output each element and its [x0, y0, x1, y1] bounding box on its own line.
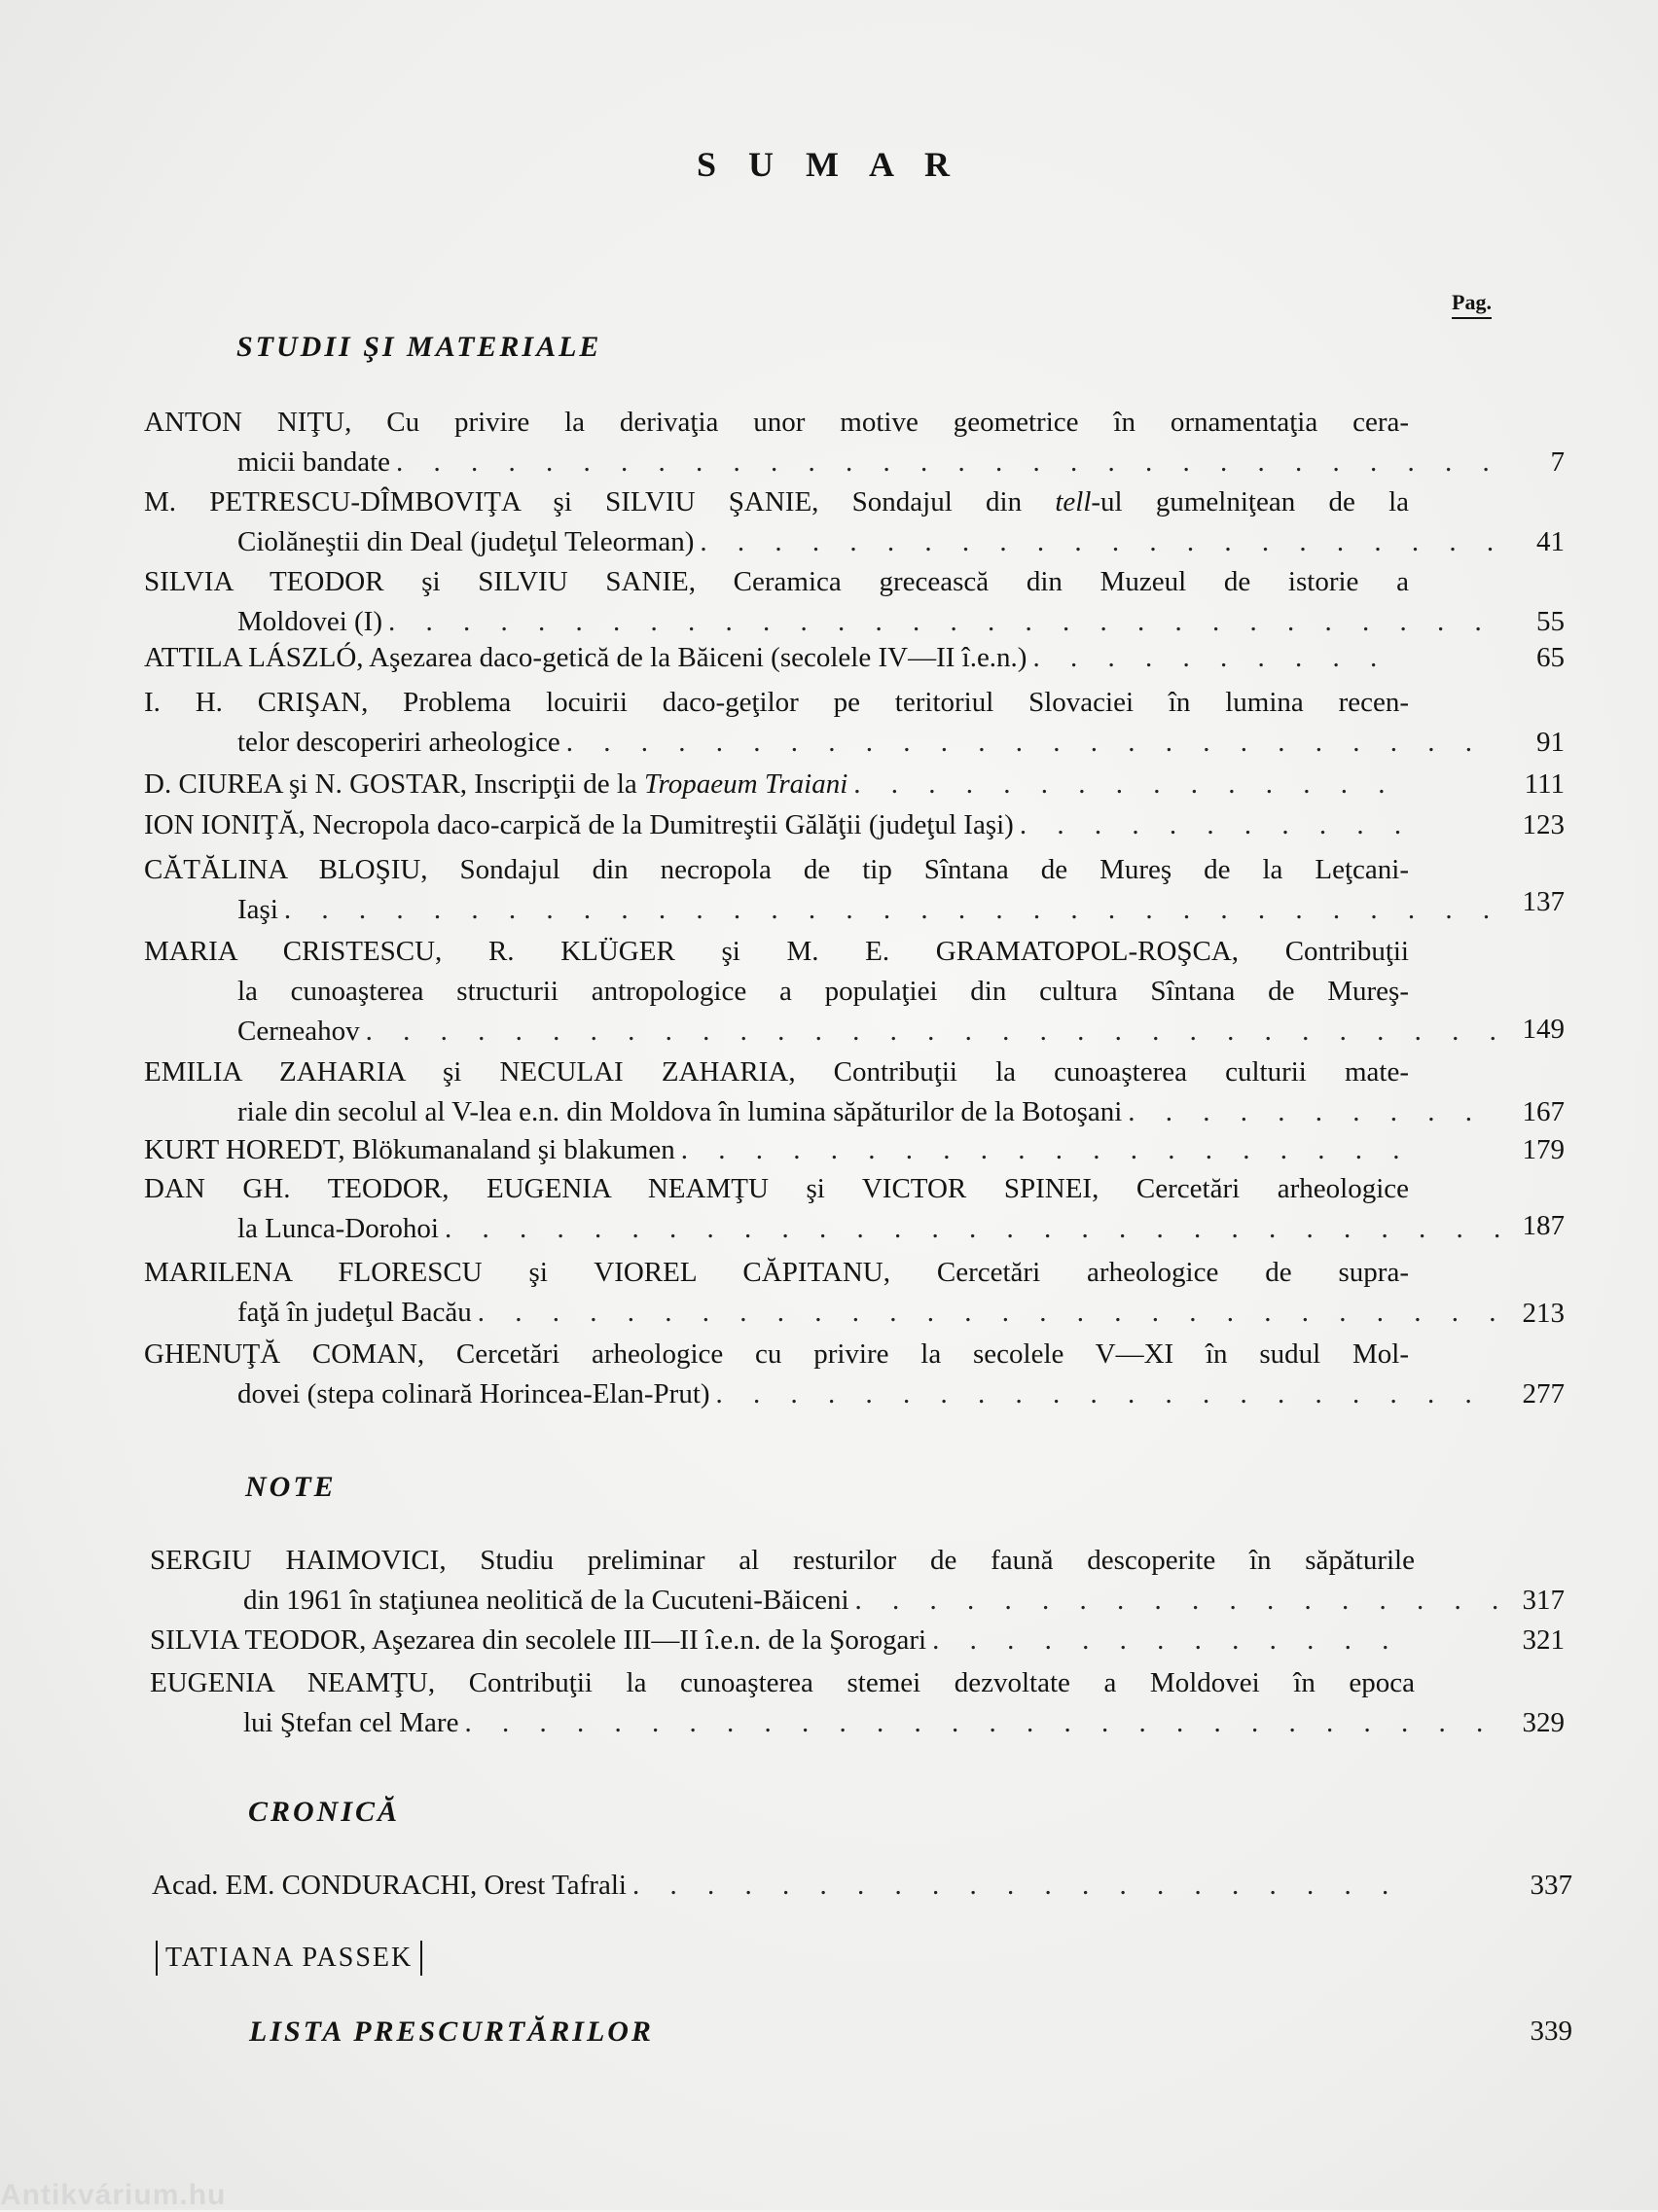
page-number: 213	[1522, 1298, 1565, 1329]
page-number: 91	[1536, 727, 1565, 758]
memorial-name-box[interactable]: TATIANA PASSEK	[156, 1941, 422, 1976]
entry-line: Ciolăneştii din Deal (judeţul Teleorman)	[237, 526, 695, 557]
toc-entry[interactable]	[144, 765, 1565, 804]
page-number: 137	[1522, 886, 1565, 917]
page-title: S U M A R	[696, 145, 962, 184]
toc-entry[interactable]	[144, 482, 1565, 562]
entry-line: I. H. CRIŞAN, Problema locuirii daco-geţilor pe teritoriul Slovaciei în lumina recen-	[144, 687, 1409, 718]
toc-entry[interactable]	[144, 850, 1565, 930]
section-lista[interactable]: LISTA PRESCURTĂRILOR	[249, 2016, 654, 2048]
entry-line: lui Ştefan cel Mare	[243, 1707, 459, 1738]
leader-dots	[700, 522, 1500, 562]
toc-entry[interactable]	[150, 1541, 1565, 1621]
toc-entry[interactable]	[144, 1130, 1565, 1170]
leader-dots	[464, 1703, 1506, 1743]
entry-line: D. CIUREA şi N. GOSTAR, Inscripţii de la Tropaeum Traiani	[144, 768, 848, 800]
leader-dots	[932, 1621, 1413, 1660]
page-number: 7	[1550, 446, 1565, 478]
leader-dots	[1032, 638, 1407, 678]
page-number: 187	[1522, 1210, 1565, 1241]
page-number: 167	[1522, 1096, 1565, 1127]
entry-line: Acad. EM. CONDURACHI, Orest Tafrali	[152, 1870, 627, 1901]
page-number: 41	[1536, 526, 1565, 557]
entry-line: ION IONIŢĂ, Necropola daco-carpică de la Dumitreştii Gălăţii (judeţul Iaşi)	[144, 809, 1014, 840]
entry-line: la cunoaşterea structurii antropologice a populaţiei din cultura Sîntana de Mureş-	[237, 976, 1409, 1007]
leader-dots	[445, 1209, 1500, 1249]
leader-dots	[632, 1866, 1415, 1906]
entry-line: din 1961 în staţiunea neolitică de la Cucuteni-Băiceni	[243, 1585, 849, 1616]
leader-dots	[853, 765, 1407, 804]
section-note: NOTE	[245, 1471, 337, 1503]
leader-dots	[388, 602, 1500, 642]
entry-line: GHENUŢĂ COMAN, Cercetări arheologice cu privire la secolele V—XI în sudul Mol-	[144, 1338, 1409, 1370]
entry-line: MARILENA FLORESCU şi VIOREL CĂPITANU, Cercetări arheologice de supra-	[144, 1257, 1409, 1288]
page-number: 123	[1522, 809, 1565, 840]
section-cronica: CRONICĂ	[248, 1796, 401, 1828]
page-number: 111	[1524, 768, 1565, 800]
toc-entry[interactable]	[144, 562, 1565, 642]
entry-line: M. PETRESCU-DÎMBOVIŢA şi SILVIU ŞANIE, Sondajul din tell-ul gumelniţean de la	[144, 486, 1409, 517]
page-number: 321	[1522, 1624, 1565, 1656]
toc-entry[interactable]	[144, 932, 1565, 1052]
entry-line: KURT HOREDT, Blökumanaland şi blakumen	[144, 1134, 675, 1165]
leader-dots	[566, 723, 1500, 763]
entry-line: Cerneahov	[237, 1016, 360, 1047]
page-number: 179	[1522, 1134, 1565, 1165]
page-number: 339	[1530, 2016, 1572, 2047]
page-number: 55	[1536, 606, 1565, 637]
entry-line: CĂTĂLINA BLOŞIU, Sondajul din necropola de tip Sîntana de Mureş de la Leţcani-	[144, 854, 1409, 885]
toc-entry[interactable]	[144, 805, 1565, 845]
page-number: 149	[1522, 1014, 1565, 1045]
leader-dots	[681, 1130, 1407, 1170]
leader-dots	[478, 1293, 1500, 1333]
leader-dots	[366, 1012, 1500, 1052]
entry-line: MARIA CRISTESCU, R. KLÜGER şi M. E. GRAMATOPOL-ROŞCA, Contribuţii	[144, 936, 1409, 967]
entry-line: SERGIU HAIMOVICI, Studiu preliminar al resturilor de faună descoperite în săpăturile	[150, 1545, 1415, 1576]
entry-line: DAN GH. TEODOR, EUGENIA NEAMŢU şi VICTOR SPINEI, Cercetări arheologice	[144, 1173, 1409, 1204]
toc-entry[interactable]	[144, 1169, 1565, 1249]
page-number: 277	[1522, 1378, 1565, 1409]
entry-line: EMILIA ZAHARIA şi NECULAI ZAHARIA, Contribuţii la cunoaşterea culturii mate-	[144, 1056, 1409, 1088]
entry-line: EUGENIA NEAMŢU, Contribuţii la cunoaşterea stemei dezvoltate a Moldovei în epoca	[150, 1667, 1415, 1698]
leader-dots	[396, 443, 1500, 482]
page-column-label: Pag.	[1452, 290, 1492, 319]
entry-line: dovei (stepa colinară Horincea-Elan-Prut)	[237, 1378, 710, 1409]
entry-line: SILVIA TEODOR, Aşezarea din secolele III—II î.e.n. de la Şorogari	[150, 1624, 927, 1656]
page-number: 317	[1522, 1585, 1565, 1616]
leader-dots	[284, 890, 1500, 930]
toc-entry[interactable]	[144, 1253, 1565, 1333]
toc-entry[interactable]	[144, 403, 1565, 482]
leader-dots	[855, 1581, 1506, 1621]
entry-line: riale din secolul al V-lea e.n. din Moldova în lumina săpăturilor de la Botoşani	[237, 1096, 1123, 1127]
toc-entry[interactable]	[144, 638, 1565, 678]
toc-entry[interactable]	[144, 1335, 1565, 1414]
entry-line: micii bandate	[237, 446, 391, 478]
section-studii: STUDII ŞI MATERIALE	[236, 331, 602, 363]
toc-entry[interactable]	[144, 683, 1565, 763]
toc-entry[interactable]	[150, 1663, 1565, 1743]
leader-dots	[1128, 1092, 1500, 1132]
leader-dots	[1020, 805, 1407, 845]
toc-entry[interactable]	[152, 1866, 1572, 1906]
entry-line: ANTON NIŢU, Cu privire la derivaţia unor motive geometrice în ornamentaţia cera-	[144, 407, 1409, 438]
entry-line: Moldovei (I)	[237, 606, 382, 637]
entry-line: la Lunca-Dorohoi	[237, 1213, 439, 1244]
page-number: 337	[1530, 1870, 1572, 1901]
page-number: 329	[1522, 1707, 1565, 1738]
leader-dots	[716, 1374, 1500, 1414]
watermark-text: Antikvárium.hu	[0, 2179, 227, 2211]
entry-line: SILVIA TEODOR şi SILVIU SANIE, Ceramica grecească din Muzeul de istorie a	[144, 566, 1409, 597]
entry-line: telor descoperiri arheologice	[237, 727, 560, 758]
toc-entry[interactable]	[144, 1052, 1565, 1132]
toc-entry[interactable]	[150, 1621, 1565, 1660]
page-number: 65	[1536, 642, 1565, 673]
entry-line: Iaşi	[237, 894, 278, 925]
entry-line: faţă în judeţul Bacău	[237, 1297, 472, 1328]
entry-line: ATTILA LÁSZLÓ, Aşezarea daco-getică de la Băiceni (secolele IV—II î.e.n.)	[144, 642, 1027, 673]
